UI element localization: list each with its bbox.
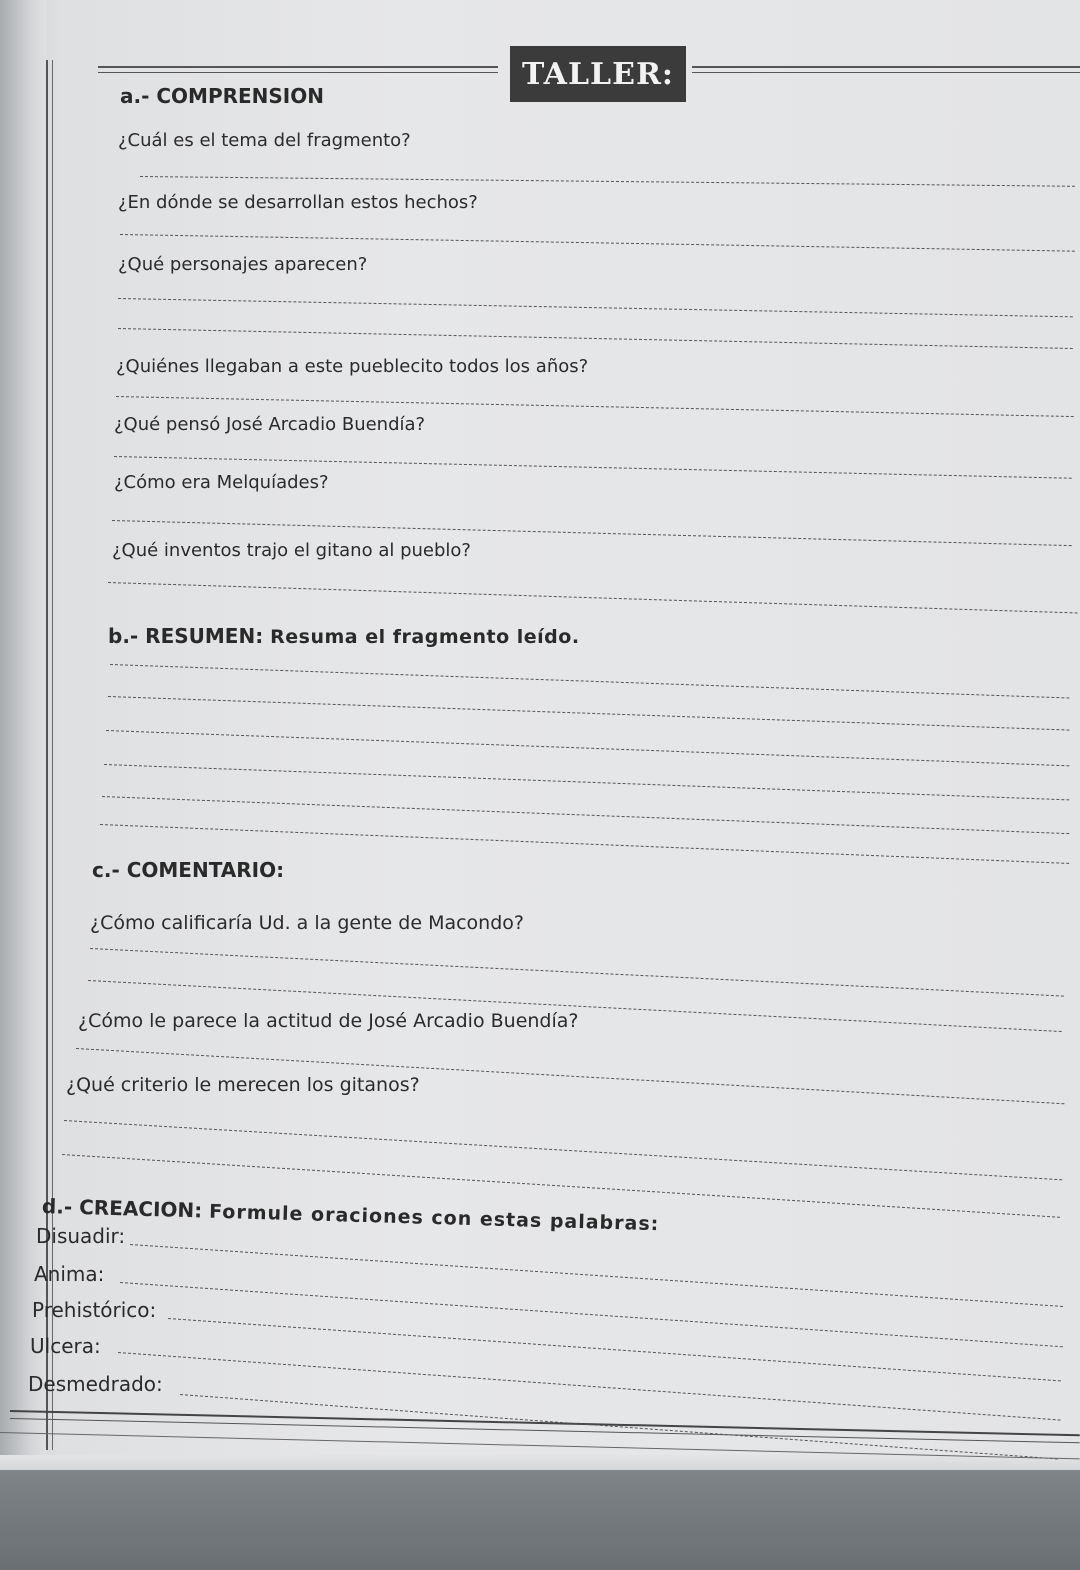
page-binding — [0, 0, 46, 1470]
question-a6: ¿Cómo era Melquíades? — [114, 472, 329, 493]
word-anima: Anima: — [34, 1262, 105, 1286]
section-b-label: b.- RESUMEN: — [108, 624, 264, 648]
frame-top-border-left — [98, 66, 498, 68]
frame-top-border-right — [692, 66, 1080, 68]
question-a5: ¿Qué pensó José Arcadio Buendía? — [114, 414, 426, 435]
question-c2: ¿Cómo le parece la actitud de José Arcadio Buendía? — [78, 1010, 579, 1032]
frame-top-border-right-inner — [692, 72, 1080, 73]
section-a-heading: a.- COMPRENSION — [120, 84, 324, 108]
word-disuadir: Disuadir: — [36, 1224, 126, 1248]
section-b-instruction: Resuma el fragmento leído. — [270, 626, 580, 648]
frame-top-border-left-inner — [98, 72, 498, 73]
section-b-heading — [108, 624, 580, 648]
word-prehistorico: Prehistórico: — [32, 1298, 157, 1322]
question-c1: ¿Cómo calificaría Ud. a la gente de Macondo? — [90, 912, 524, 934]
worksheet-title: TALLER: — [510, 46, 686, 102]
question-a2: ¿En dónde se desarrollan estos hechos? — [118, 192, 478, 213]
section-d-label: d.- CREACION: — [41, 1194, 203, 1223]
question-c3: ¿Qué criterio le merecen los gitanos? — [66, 1074, 420, 1096]
question-a4: ¿Quiénes llegaban a este pueblecito todos los años? — [116, 356, 589, 377]
background-surface — [0, 1470, 1080, 1570]
section-c-heading: c.- COMENTARIO: — [92, 858, 285, 882]
word-ulcera: Ulcera: — [30, 1334, 101, 1358]
question-a3: ¿Qué personajes aparecen? — [118, 254, 368, 275]
question-a7: ¿Qué inventos trajo el gitano al pueblo? — [112, 540, 471, 561]
section-d-instruction: Formule oraciones con estas palabras: — [208, 1200, 660, 1236]
question-a1: ¿Cuál es el tema del fragmento? — [118, 130, 411, 151]
word-desmedrado: Desmedrado: — [28, 1372, 163, 1396]
